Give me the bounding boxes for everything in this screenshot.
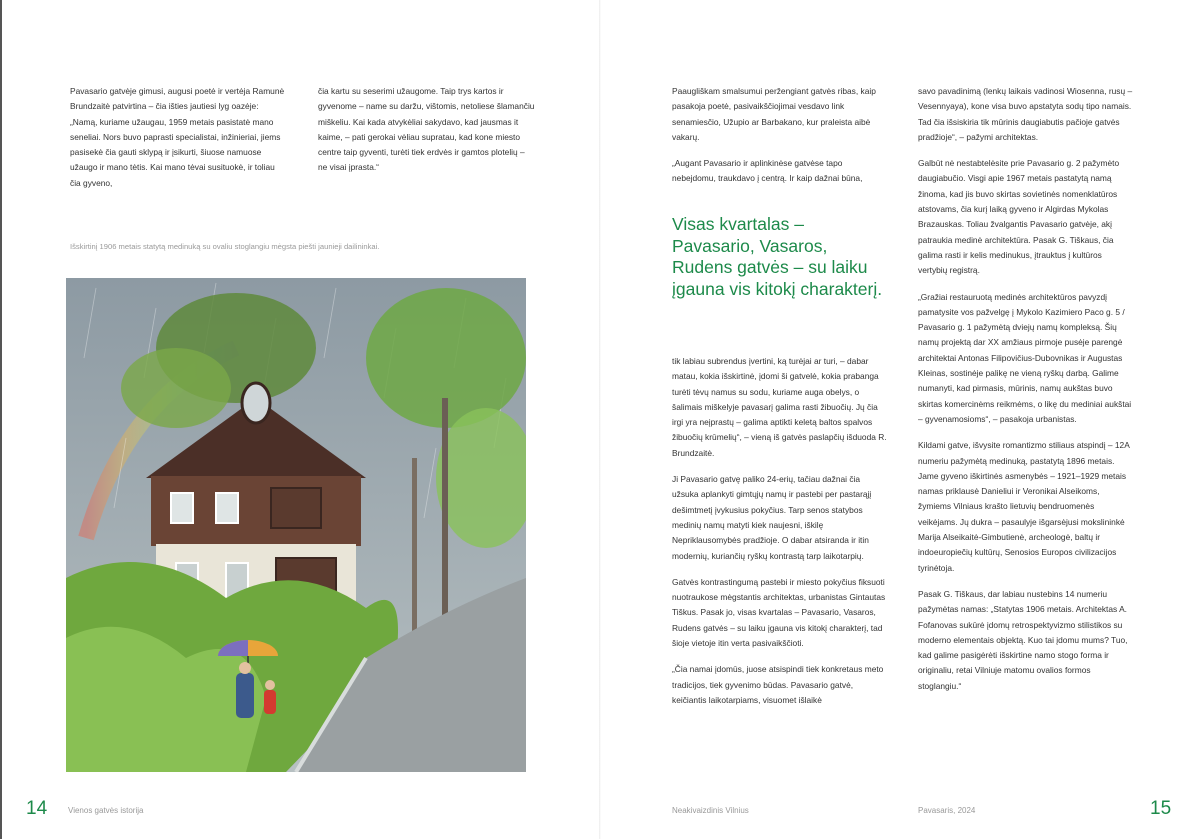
balcony bbox=[271, 488, 321, 528]
paragraph: tik labiau subrendus įvertini, ką turėjai ar turi, – dabar matau, kokia išskirtinė, įdomi ši gatvelė, kokia prabanga turėti tėvų namus su sodu, kuriame auga obelys, o šalimais miškelyje pavasarį galima rasti žibuočių. Jų čia irgi yra neįprastų – galima aptikti keletą baltos spalvos žibuočių krūmelių“, – vieną iš gatvės paslapčių išduoda R. Brundzaitė. bbox=[672, 356, 887, 458]
running-footer-right: Pavasaris, 2024 bbox=[918, 806, 976, 815]
running-footer-left: Neakivaizdinis Vilnius bbox=[672, 806, 749, 815]
paragraph: Pavasario gatvėje gimusi, augusi poetė ir vertėja Ramunė Brundzaitė patvirtina – čia išties jautiesi lyg oazėje: „Namą, kuriame užaugau, 1959 metais pasistatė mano seneliai. Nors buvo paprasti specialistai, inžinieriai, jiems pasisekė čia gauti sklypą ir įsikurti, šiuose namuose užaugo ir mano tėtis. Kai mano tėvai susituokė, ir toliau čia gyveno, bbox=[70, 86, 285, 188]
illustration-caption: Išskirtinį 1906 metais statytą medinuką su ovaliu stoglangiu mėgsta piešti jaunieji dailininkai. bbox=[70, 242, 380, 251]
paragraph: Ji Pavasario gatvę paliko 24-erių, tačiau dažnai čia užsuka aplankyti gimtųjų namų ir pastebi per pastarąjį dešimtmetį įvykusius pokyčius. Tarp senos statybos medinių namų matyti kiek naujesni, iškilę Nepriklausomybės pradžioje. O dabar atsiranda ir itin modernių, kuriančių ryškų kontrastą tarp laikotarpių. bbox=[672, 474, 872, 561]
house-illustration bbox=[66, 278, 526, 772]
page-number: 15 bbox=[1150, 798, 1172, 819]
paragraph: savo pavadinimą (lenkų laikais vadinosi Wiosenna, rusų – Vesennyaya), kone visa buvo apstatyta sodų tipo namais. Tad čia išsiskiria tik mūrinis daugiabutis pačioje gatvės pradžioje“, – pažymi architektas. bbox=[918, 86, 1133, 142]
pull-quote: Visas kvartalas – Pavasario, Vasaros, Rudens gatvės – su laiku įgauna vis kitokį charakterį. bbox=[672, 214, 883, 299]
adult-figure bbox=[236, 673, 254, 718]
right-column-1-top bbox=[672, 84, 887, 187]
left-column-1 bbox=[70, 84, 285, 191]
right-column-1-bottom bbox=[672, 354, 887, 708]
left-column-2 bbox=[318, 84, 536, 176]
paragraph: „Gražiai restauruotą medinės architektūros pavyzdį pamatysite vos pažvelgę į Mykolo Kazimiero Paco g. 5 / Pavasario g. 1 pažymėtą dviejų namų kompleksą. Šių namų projektą dar XX amžiaus pirmoje pusėje parengė architektai Antonas Filipovičius-Dubovnikas ir Augustas Kleinas, sostinėje palikę ne vieną ryškų darbą. Galime numanyti, kad pirmasis, mūrinis, namų aukštas buvo skirtas komercinėms reikmėms, o likę du mediniai aukštai – gyvenamosioms“, – pasakoja urbanistas. bbox=[918, 291, 1132, 424]
paragraph: Kildami gatve, išvysite romantizmo stiliaus atspindį – 12A numeriu pažymėtą medinuką, pastatytą 1896 metais. Jame gyveno iškirtinės asmenybės – 1921–1929 metais namas priklausė Danieliui ir Veronikai Alseikoms, žymiems Vilniaus krašto lietuvių bendruomenės veikėjams. Jų dukra – pasaulyje išgarsėjusi mokslininkė Marija Alseikaitė-Gimbutienė, archeologė, baltų ir indoeuropiečių kultūrų, Senosios Europos civilizacijos tyrinėtoja. bbox=[918, 440, 1130, 573]
spine-edge bbox=[0, 0, 2, 839]
paragraph: Gatvės kontrastingumą pastebi ir miesto pokyčius fiksuoti nuotraukose mėgstantis architektas, urbanistas Gintautas Tiškus. Pasak jo, visas kvartalas – Pavasario, Vasaros, Rudens gatvės – su laiku įgauna vis kitokį charakterį, tad šioje vietoje itin verta pasivaikščioti. bbox=[672, 576, 886, 649]
paragraph: „Čia namai įdomūs, juose atsispindi tiek konkretaus meto tradicijos, tiek gyvenimo būdas. Pavasario gatvė, keičiantis laikotarpiams, visuomet išlaikė bbox=[672, 664, 884, 705]
paragraph: Paaugliškam smalsumui peržengiant gatvės ribas, kaip pasakoja poetė, pasivaikščiojimai vesdavo link senamiesčio, Užupio ar Barbakano, kur praleista aibė vakarų. bbox=[672, 86, 876, 142]
running-footer: Vienos gatvės istorija bbox=[68, 806, 144, 815]
oval-dormer-window bbox=[242, 383, 270, 423]
paragraph: Galbūt nė nestabtelėsite prie Pavasario g. 2 pažymėto daugiabučio. Visgi apie 1967 metais pastatytą namą žinoma, kad jis buvo skirtas sovietinės nomenklatūros atstovams, čia kurį laiką gyveno ir Algirdas Mykolas Brazauskas. Toliau žvalgantis Pavasario gatvėje, akį patraukia medinė architektūra. Pasak G. Tiškaus, čia galima rasti ir kelis medinukus, įtrauktus į kultūros vertybių registrą. bbox=[918, 158, 1120, 276]
paragraph: Pasak G. Tiškaus, dar labiau nustebins 14 numeriu pažymėtas namas: „Statytas 1906 metais. Architektas A. Fofanovas sukūrė įdomų retrospektyvizmo stilistikos su moderno elementais objektą. Kuo tai įdomu mums? Tuo, kad galime pasigėrėti išskirtine namo stogo forma ir originaliu, retai Vilniuje matomu ovalios formos stoglangiu.“ bbox=[918, 588, 1128, 691]
right-column-2 bbox=[918, 84, 1133, 694]
page-number: 14 bbox=[26, 798, 48, 819]
child-figure bbox=[264, 690, 276, 714]
paragraph: „Augant Pavasario ir aplinkinėse gatvėse tapo nebejdomu, traukdavo į centrą. Ir kaip dažnai būna, bbox=[672, 158, 863, 184]
paragraph: čia kartu su seserimi užaugome. Taip trys kartos ir gyvenome – name su daržu, vištomis, netoliese šlamančiu miškeliu. Kai kada atvykėliai sakydavo, kad jausmas it kaime, – pati gerokai vėliau supratau, kad kone miesto centre taip gyventi, turėti tiek erdvės ir gamtos plotelių – ne visai įprasta.“ bbox=[318, 86, 535, 173]
